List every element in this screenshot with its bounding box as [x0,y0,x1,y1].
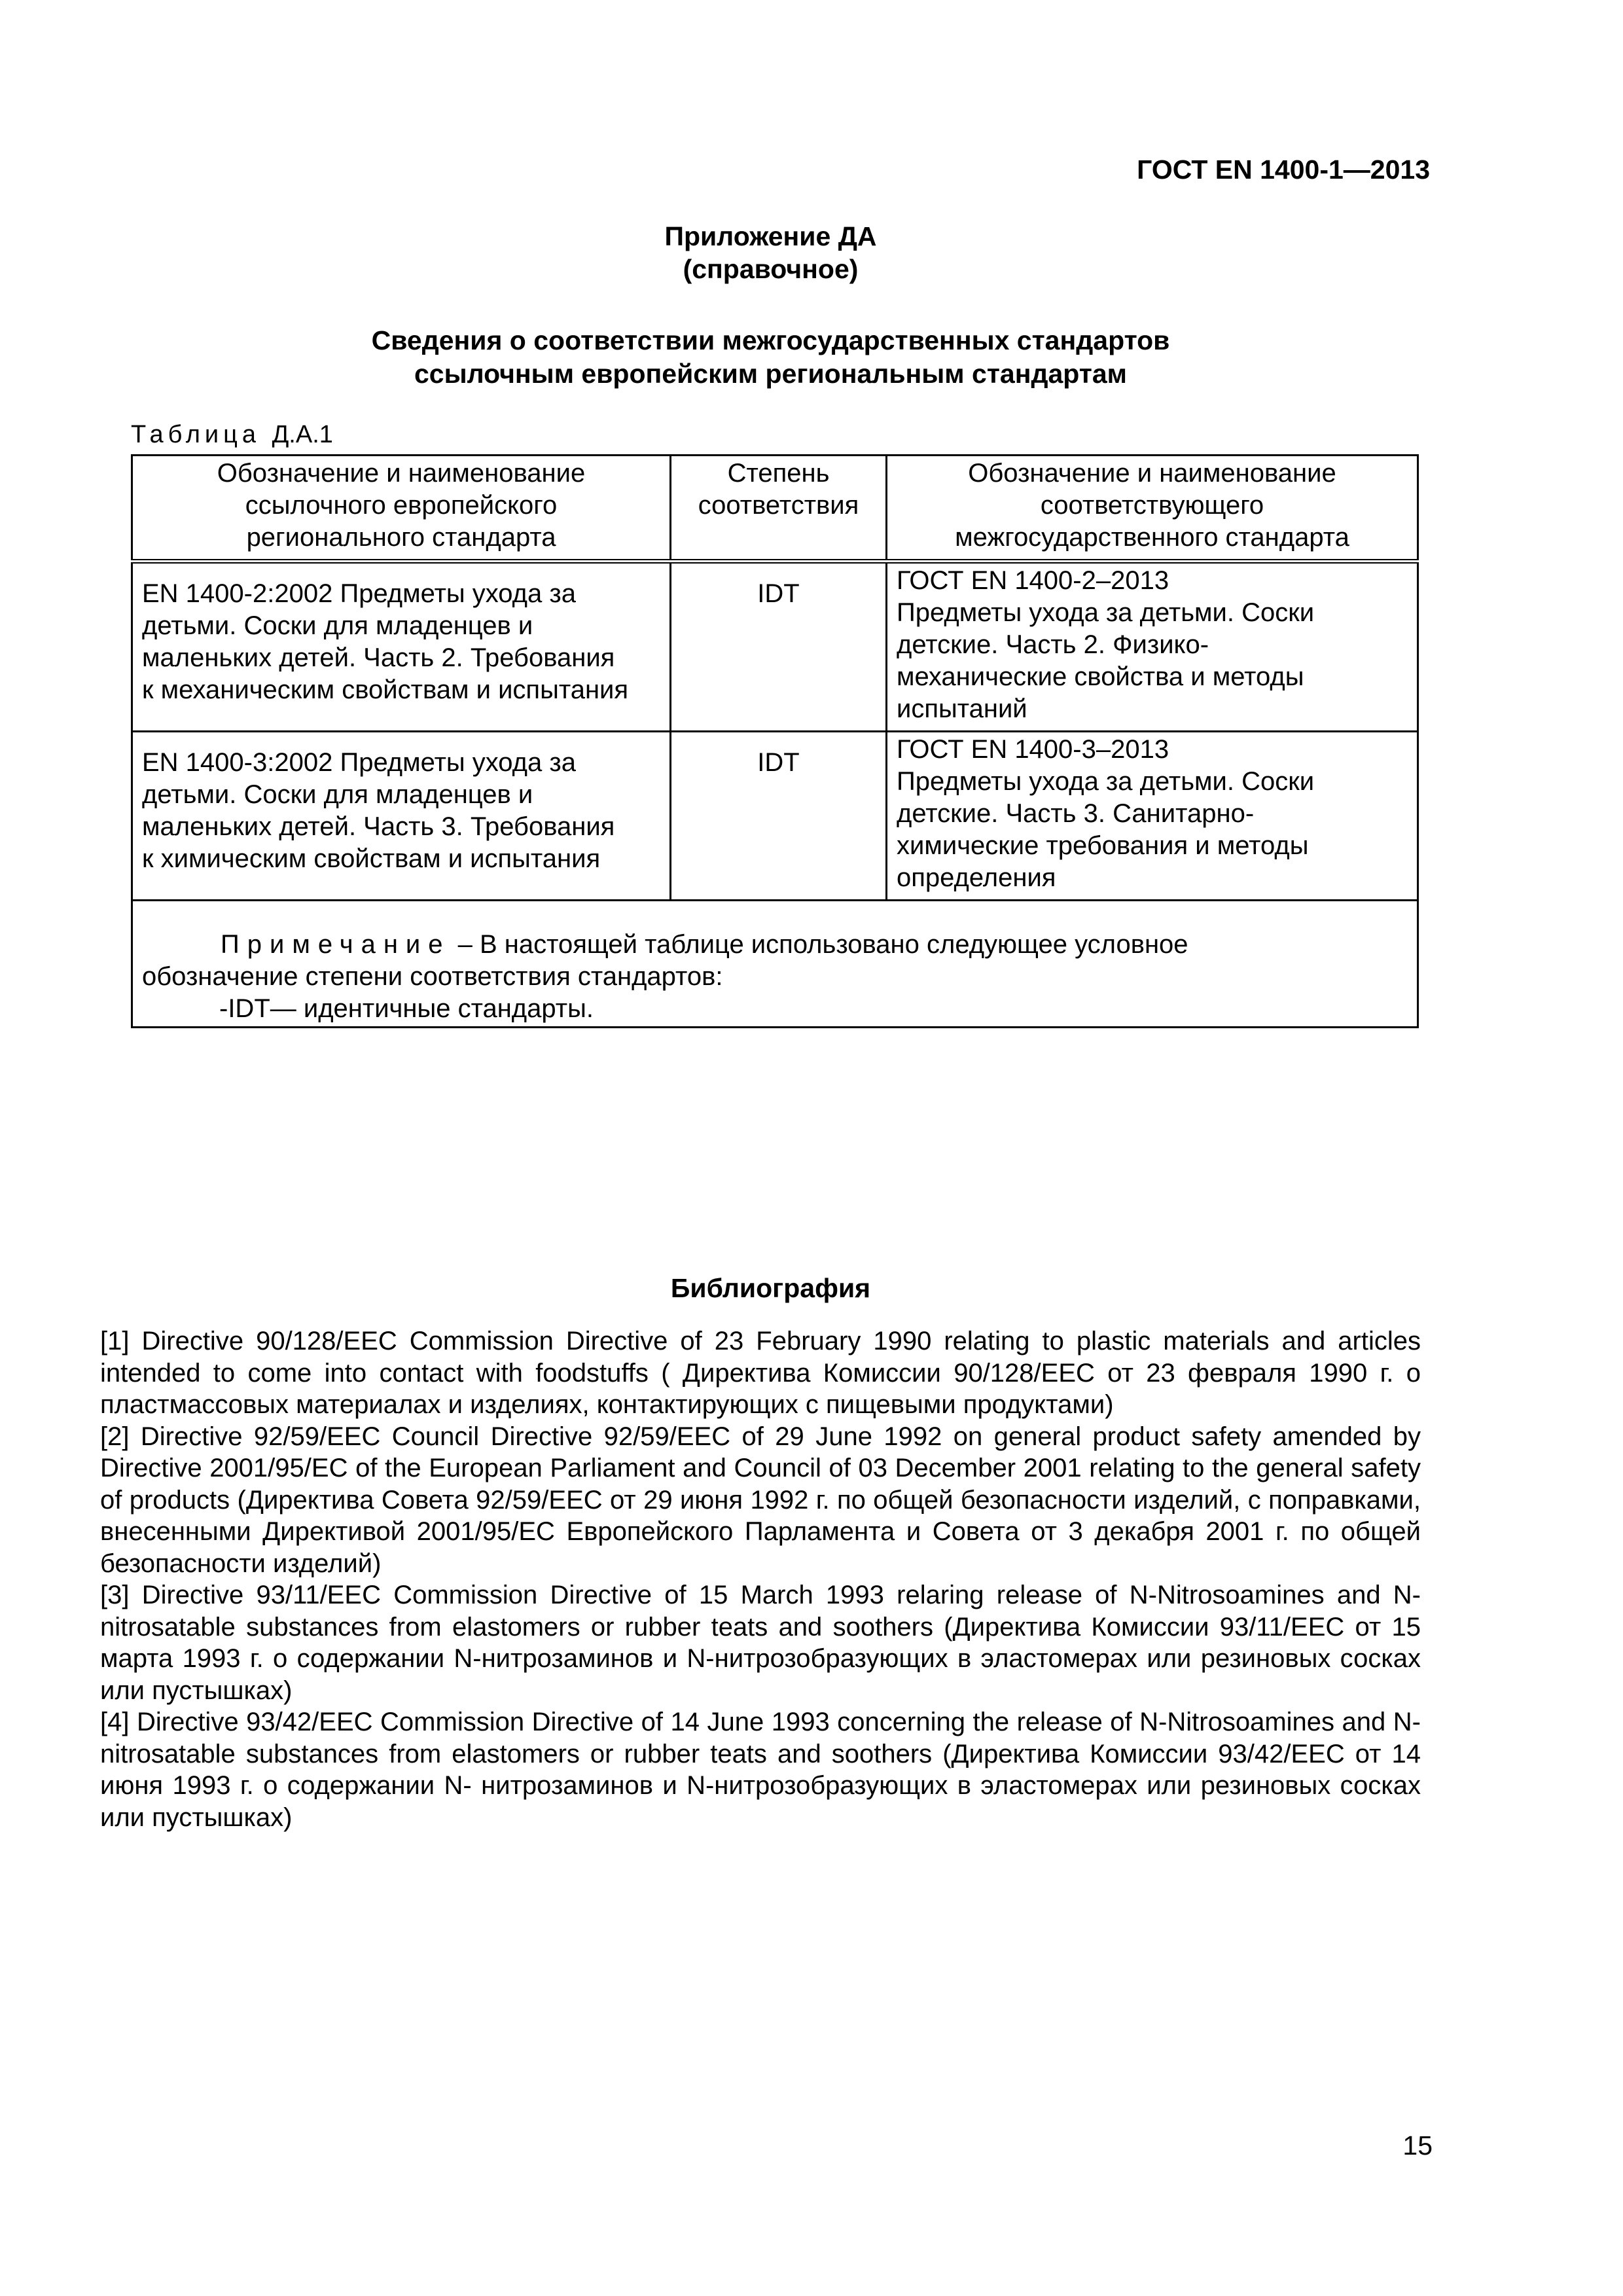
header-line: Обозначение и наименование [968,459,1336,488]
cell-line: испытаний [897,694,1027,723]
cell-line: определения [897,863,1056,892]
cell-line: Предметы ухода за детьми. Соски [897,767,1315,796]
bibliography-entry: [2] Directive 92/59/EEC Council Directive 92/59/EEC of 29 June 1992 on general product safety amended by Directive 2001/95/EC of the European Parliament and Council of 03 December 2001 relating to the general safety of products (Директива Совета 92/59/EEC от 29 июня 1992 г. по общей безопасности изделий, с поправками, внесенными Директивой 2001/95/EC Европейского Парламента и Совета от 3 декабря 2001 г. по общей безопасности изделий) [100,1422,1421,1578]
table-caption [131,421,333,449]
annex-title: Приложение ДА [664,221,877,251]
header-reference-standard [132,456,671,562]
degree-cell: IDT [671,562,887,732]
correspondence-table [131,454,1419,1028]
header-line: межгосударственного стандарта [955,523,1349,552]
cell-line: EN 1400-2:2002 Предметы ухода за [142,579,576,608]
cell-line: ГОСТ EN 1400-2–2013 [897,566,1169,595]
bibliography-title: Библиография [670,1273,871,1303]
annex-subtitle: (справочное) [683,254,859,284]
table-note [132,901,1418,1028]
note-label: Примечание [221,930,451,959]
cell-line: к механическим свойствам и испытания [142,675,629,704]
note-line [142,929,1408,961]
cell-line: Предметы ухода за детьми. Соски [897,598,1315,627]
cell-line: химические требования и методы [897,831,1309,860]
degree-cell: IDT [671,732,887,901]
cell-line: детские. Часть 3. Санитарно- [897,799,1255,828]
section-heading-line-2: ссылочным европейским региональным стандартам [414,359,1128,389]
table-caption-number: Д.А.1 [272,421,333,448]
reference-standard-cell [132,562,671,732]
cell-line: EN 1400-3:2002 Предметы ухода за [142,748,576,777]
table-header-row [132,456,1418,562]
header-degree [671,456,887,562]
reference-standard-cell [132,732,671,901]
cell-line: к химическим свойствам и испытания [142,844,601,873]
header-line: соответствия [698,491,859,520]
header-line: Степень [727,459,830,488]
note-text: – В настоящей таблице использовано следующее условное [450,930,1188,959]
table-row [132,732,1418,901]
table-row [132,562,1418,732]
section-heading-line-1: Сведения о соответствии межгосударственных стандартов [371,325,1170,355]
page-number: 15 [1402,2130,1433,2161]
header-line: Обозначение и наименование [217,459,586,488]
cell-line: детские. Часть 2. Физико- [897,630,1209,659]
table-note-row [132,901,1418,1028]
cell-line: детьми. Соски для младенцев и [142,780,533,809]
cell-line: механические свойства и методы [897,662,1304,691]
cell-line: маленьких детей. Часть 3. Требования [142,812,615,841]
document-code: ГОСТ EN 1400-1—2013 [1137,154,1430,185]
interstate-standard-cell [887,562,1418,732]
interstate-standard-cell [887,732,1418,901]
cell-line: детьми. Соски для младенцев и [142,611,533,640]
table-caption-label: Таблица [131,421,260,448]
note-line: -IDT— идентичные стандарты. [219,994,594,1023]
bibliography-entry: [4] Directive 93/42/EEC Commission Directive of 14 June 1993 concerning the release of N-Nitrosoamines and N-nitrosatable substances from elastomers or rubber teats and soothers (Директива Комиссии 93/42/EEC от 14 июня 1993 г. о содержании N- нитрозаминов и N-нитрозобразующих в эластомерах или резиновых сосках или пустышках) [100,1708,1421,1832]
header-line: регионального стандарта [246,523,556,552]
bibliography-list [100,1325,1421,1833]
bibliography-entry: [3] Directive 93/11/EEC Commission Directive of 15 March 1993 relaring release of N-Nitrosoamines and N-nitrosatable substances from elastomers or rubber teats and soothers (Директива Комиссии 93/11/EEC от 15 марта 1993 г. о содержании N-нитрозаминов и N-нитрозобразующих в эластомерах или резиновых сосках или пустышках) [100,1581,1421,1705]
header-line: ссылочного европейского [245,491,558,520]
cell-line: маленьких детей. Часть 2. Требования [142,643,615,672]
cell-line: ГОСТ EN 1400-3–2013 [897,735,1169,764]
bibliography-entry: [1] Directive 90/128/EEC Commission Directive of 23 February 1990 relating to plastic materials and articles intended to come into contact with foodstuffs ( Директива Комиссии 90/128/EEC от 23 февраля 1990 г. о пластмассовых материалах и изделиях, контактирующих с пищевыми продуктами) [100,1327,1421,1419]
note-line: обозначение степени соответствия стандартов: [142,962,723,991]
header-interstate-standard [887,456,1418,562]
header-line: соответствующего [1040,491,1264,520]
